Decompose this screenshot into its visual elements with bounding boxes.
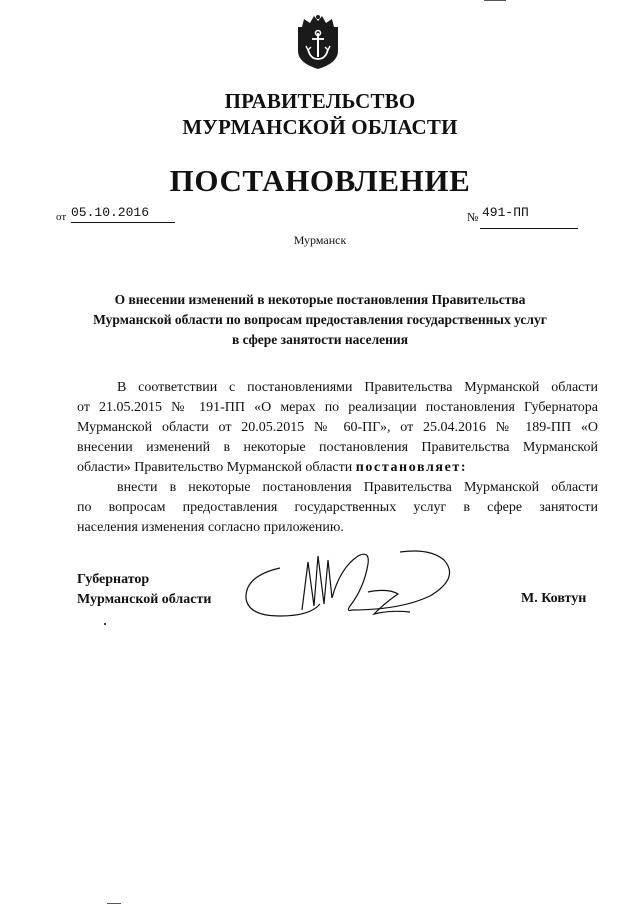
- date-prefix: от: [56, 211, 67, 223]
- signatory-title-line1: Губернатор: [77, 572, 150, 587]
- handwritten-signature: [240, 548, 460, 628]
- scan-dot: [104, 623, 106, 625]
- government-name-line1: ПРАВИТЕЛЬСТВО: [224, 89, 416, 113]
- document-type-title: ПОСТАНОВЛЕНИЕ: [169, 163, 471, 198]
- paragraph1-line2: от 21.05.2015 № 191-ПП «О мерах по реализации постановления Губернатора: [77, 400, 598, 415]
- issue-city: Мурманск: [293, 233, 347, 247]
- number-underline: [480, 228, 578, 229]
- paragraph1-line5-text: области» Правительство Мурманской области: [77, 460, 353, 475]
- government-name-line2: МУРМАНСКОЙ ОБЛАСТИ: [182, 115, 458, 139]
- signatory-title-line2: Мурманской области: [77, 592, 212, 607]
- document-subject-line3: в сфере занятости населения: [231, 332, 409, 347]
- document-number: 491-ПП: [482, 205, 529, 220]
- paragraph1-line1: В соответствии с постановлениями Правительства Мурманской области: [117, 380, 598, 395]
- paragraph2-line2: по вопросам предоставления государственных услуг в сфере занятости: [77, 500, 598, 515]
- number-prefix: №: [467, 210, 479, 224]
- paragraph1-line5: [77, 458, 598, 478]
- paragraph1-line4: внесении изменений в некоторые постановления Правительства Мурманской: [77, 440, 598, 455]
- decree-keyword: постановляет:: [355, 460, 468, 475]
- date-underline: [71, 222, 175, 223]
- signatory-name: М. Ковтун: [521, 591, 587, 606]
- paragraph2-line1: внести в некоторые постановления Правительства Мурманской области: [117, 480, 598, 495]
- scan-mark-top: [484, 0, 506, 1]
- document-subject-line1: О внесении изменений в некоторые постановления Правительства: [114, 292, 526, 307]
- paragraph2-line3: населения изменения согласно приложению.: [77, 520, 344, 535]
- document-date: 05.10.2016: [71, 205, 150, 220]
- paragraph1-line3: Мурманской области от 20.05.2015 № 60-ПГ», от 25.04.2016 № 189-ПП «О: [77, 420, 598, 435]
- scan-mark-bottom: [107, 903, 121, 904]
- document-subject-line2: Мурманской области по вопросам предоставления государственных услуг: [93, 312, 547, 327]
- murmansk-region-coat-of-arms-icon: [294, 13, 342, 71]
